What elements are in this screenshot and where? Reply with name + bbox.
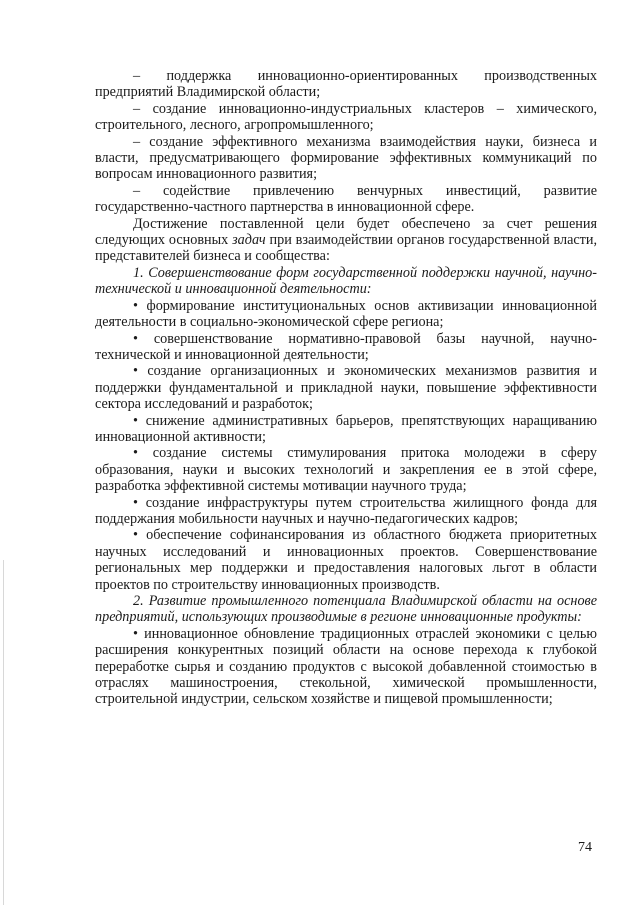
bullet-item (95, 495, 597, 528)
bullet-text: инновационное обновление традиционных отраслей экономики с целью расширения конкурентных позиций области на основе перехода к глубокой переработке сырья и созданию продуктов с высокой добавленной стоимостью в отраслях машиностроения, стекольной, химической промышленности, строительной индустрии, сельском хозяйстве и пищевой промышленности; (95, 625, 598, 708)
list-item-text: – поддержка инновационно-ориентированных производственных предприятий Владимирской области; (95, 68, 597, 101)
section-heading-text: 2. Развитие промышленного потенциала Владимирской области на основе предприятий, использующих производимые в регионе инновационные продукты: (95, 593, 597, 626)
list-item-text: – создание эффективного механизма взаимодействия науки, бизнеса и власти, предусматривающего формирование эффективных коммуникаций по вопросам инновационного развития; (95, 133, 597, 183)
list-item-text: – содействие привлечению венчурных инвестиций, развитие государственно-частного партнерства в инновационной сфере. (95, 182, 597, 216)
bullet-icon: • (133, 363, 148, 380)
bullet-icon: • (133, 527, 147, 544)
bullet-icon: • (133, 445, 153, 462)
list-item (95, 101, 597, 134)
scan-edge-line (3, 560, 4, 905)
bullet-text: создание системы стимулирования притока молодежи в сферу образования, науки и высоких технологий и закрепления ее в этой сфере, разработка эффективной системы мотивации научного труда; (95, 445, 598, 495)
section-heading-text: 1. Совершенствование форм государственной поддержки научной, научно-технической и инновационной деятельности: (95, 264, 597, 298)
paragraph (95, 216, 597, 265)
bullet-item (95, 363, 597, 412)
bullet-item (95, 445, 597, 494)
section-heading (95, 265, 597, 298)
list-item (95, 183, 597, 216)
bullet-icon: • (133, 494, 146, 511)
paragraph-text: при взаимодействии органов государственной власти, представителей бизнеса и сообщества: (95, 232, 598, 265)
section-heading (95, 593, 597, 626)
bullet-text: обеспечение софинансирования из областного бюджета приоритетных научных исследований и инновационных проектов. Совершенствование региональных мер поддержки и предоставления налоговых льгот в области проектов по строительству инновационных производств. (95, 527, 597, 593)
bullet-icon: • (133, 625, 145, 642)
bullet-icon: • (133, 330, 154, 347)
document-body (95, 68, 597, 708)
page-number: 74 (578, 840, 592, 855)
bullet-text: формирование институциональных основ активизации инновационной деятельности в социально-экономической сфере региона; (95, 297, 597, 331)
bullet-icon: • (133, 297, 147, 314)
bullet-item (95, 298, 597, 331)
paragraph-text: Достижение поставленной цели будет обеспечено за счет решения следующих основных (95, 215, 597, 249)
bullet-item (95, 331, 597, 364)
bullet-text: создание организационных и экономических механизмов развития и поддержки фундаментальной и прикладной науки, повышение эффективности сектора исследований и разработок; (95, 363, 597, 413)
bullet-icon: • (133, 412, 146, 429)
emphasized-word: задач (232, 232, 266, 249)
bullet-text: создание инфраструктуры путем строительства жилищного фонда для поддержания мобильности научных и научно-педагогических кадров; (95, 494, 597, 527)
list-item-text: – создание инновационно-индустриальных кластеров – химического, строительного, лесного, агропромышленного; (95, 100, 597, 134)
bullet-item (95, 413, 597, 446)
bullet-item (95, 626, 597, 708)
list-item (95, 134, 597, 183)
list-item (95, 68, 597, 101)
bullet-text: совершенствование нормативно-правовой базы научной, научно-технической и инновационной деятельности; (95, 330, 598, 363)
bullet-text: снижение административных барьеров, препятствующих наращиванию инновационной активности; (95, 412, 598, 445)
bullet-item (95, 527, 597, 593)
